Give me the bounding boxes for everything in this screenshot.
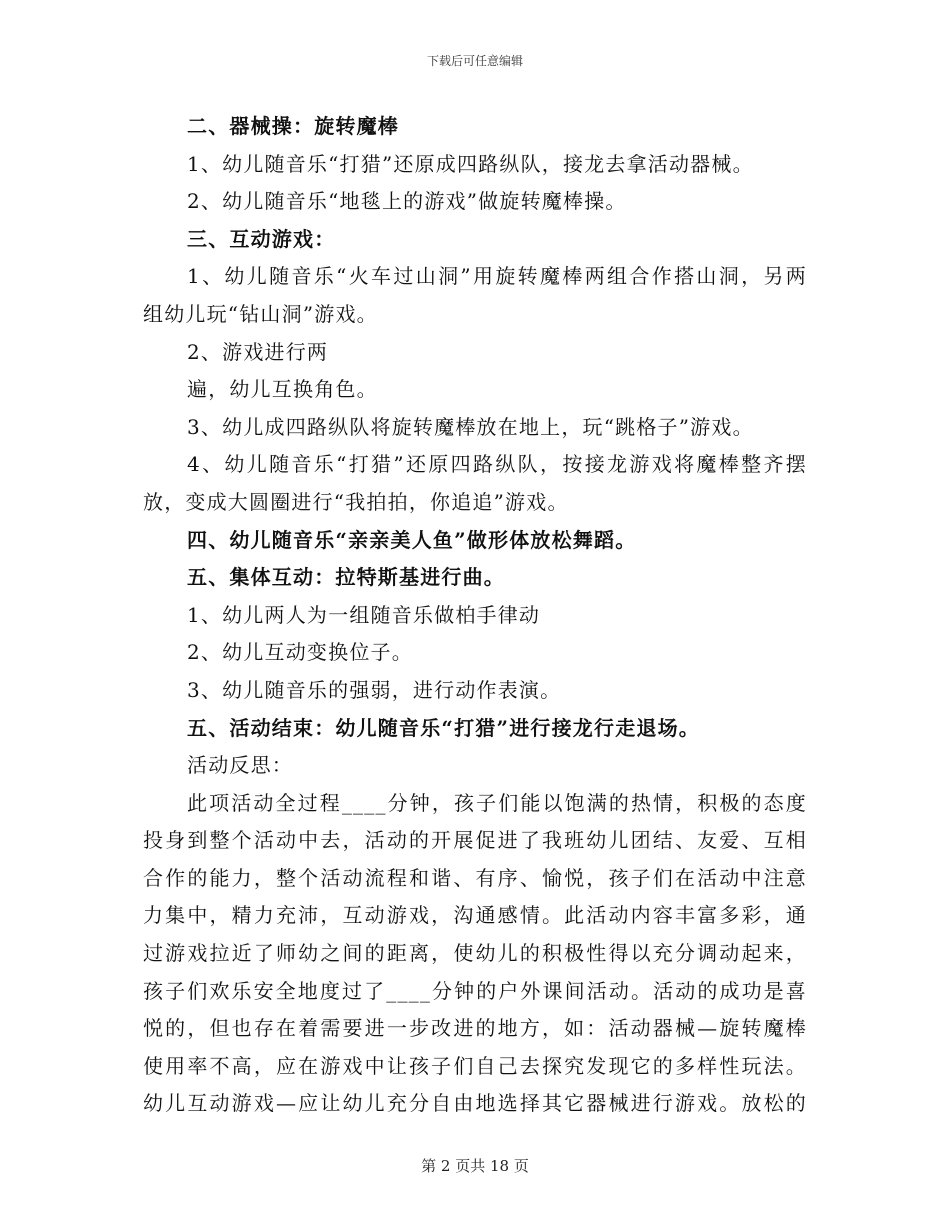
- page-header: 下载后可任意编辑: [426, 54, 523, 68]
- paragraph-line: 孩子们欢乐安全地度过了____分钟的户外课间活动。活动的成功是喜: [143, 978, 807, 1003]
- paragraph-line: 此项活动全过程____分钟，孩子们能以饱满的热情，积极的态度: [187, 790, 807, 815]
- section-heading: 三、互动游戏：: [187, 226, 336, 251]
- paragraph-line: 2、幼儿随音乐“地毯上的游戏”做旋转魔棒操。: [187, 189, 627, 214]
- section-heading: 五、集体互动：拉特斯基进行曲。: [187, 565, 505, 590]
- paragraph-line: 4、幼儿随音乐“打猎”还原四路纵队，按接龙游戏将魔棒整齐摆: [187, 452, 807, 477]
- reflection-heading: 活动反思：: [187, 753, 293, 778]
- paragraph-line: 力集中，精力充沛，互动游戏，沟通感情。此活动内容丰富多彩，通: [143, 903, 807, 928]
- paragraph-line: 放，变成大圆圈进行“我拍拍，你追追”游戏。: [143, 489, 569, 514]
- document-body: [143, 108, 807, 1123]
- paragraph-line: 3、幼儿成四路纵队将旋转魔棒放在地上，玩“跳格子”游戏。: [187, 414, 754, 439]
- paragraph-line: 合作的能力，整个活动流程和谐、有序、愉悦，孩子们在活动中注意: [143, 865, 807, 890]
- paragraph-line: 2、幼儿互动变换位子。: [187, 640, 413, 665]
- page-footer: 第 2 页共 18 页: [421, 1157, 529, 1175]
- section-heading: 四、幼儿随音乐“亲亲美人鱼”做形体放松舞蹈。: [187, 527, 637, 552]
- section-heading: 五、活动结束：幼儿随音乐“打猎”进行接龙行走退场。: [187, 715, 701, 740]
- paragraph-line: 幼儿互动游戏—应让幼儿充分自由地选择其它器械进行游戏。放松的: [143, 1091, 807, 1116]
- paragraph-line: 组幼儿玩“钻山洞”游戏。: [143, 301, 378, 326]
- paragraph-line: 遍，幼儿互换角色。: [187, 377, 378, 402]
- paragraph-line: 悦的，但也存在着需要进一步改进的地方，如：活动器械—旋转魔棒: [143, 1016, 807, 1041]
- section-heading: 二、器械操：旋转魔棒: [187, 114, 399, 138]
- paragraph-line: 1、幼儿两人为一组随音乐做柏手律动: [187, 602, 541, 627]
- paragraph-line: 过游戏拉近了师幼之间的距离，使幼儿的积极性得以充分调动起来，: [143, 941, 807, 966]
- paragraph-line: 投身到整个活动中去，活动的开展促进了我班幼儿团结、友爱、互相: [143, 828, 807, 853]
- paragraph-line: 2、游戏进行两: [187, 339, 329, 364]
- paragraph-line: 1、幼儿随音乐“火车过山洞”用旋转魔棒两组合作搭山洞，另两: [187, 264, 807, 289]
- paragraph-line: 3、幼儿随音乐的强弱，进行动作表演。: [187, 677, 562, 702]
- paragraph-line: 使用率不高，应在游戏中让孩子们自己去探究发现它的多样性玩法。: [143, 1053, 807, 1078]
- paragraph-line: 1、幼儿随音乐“打猎”还原成四路纵队，接龙去拿活动器械。: [187, 151, 754, 176]
